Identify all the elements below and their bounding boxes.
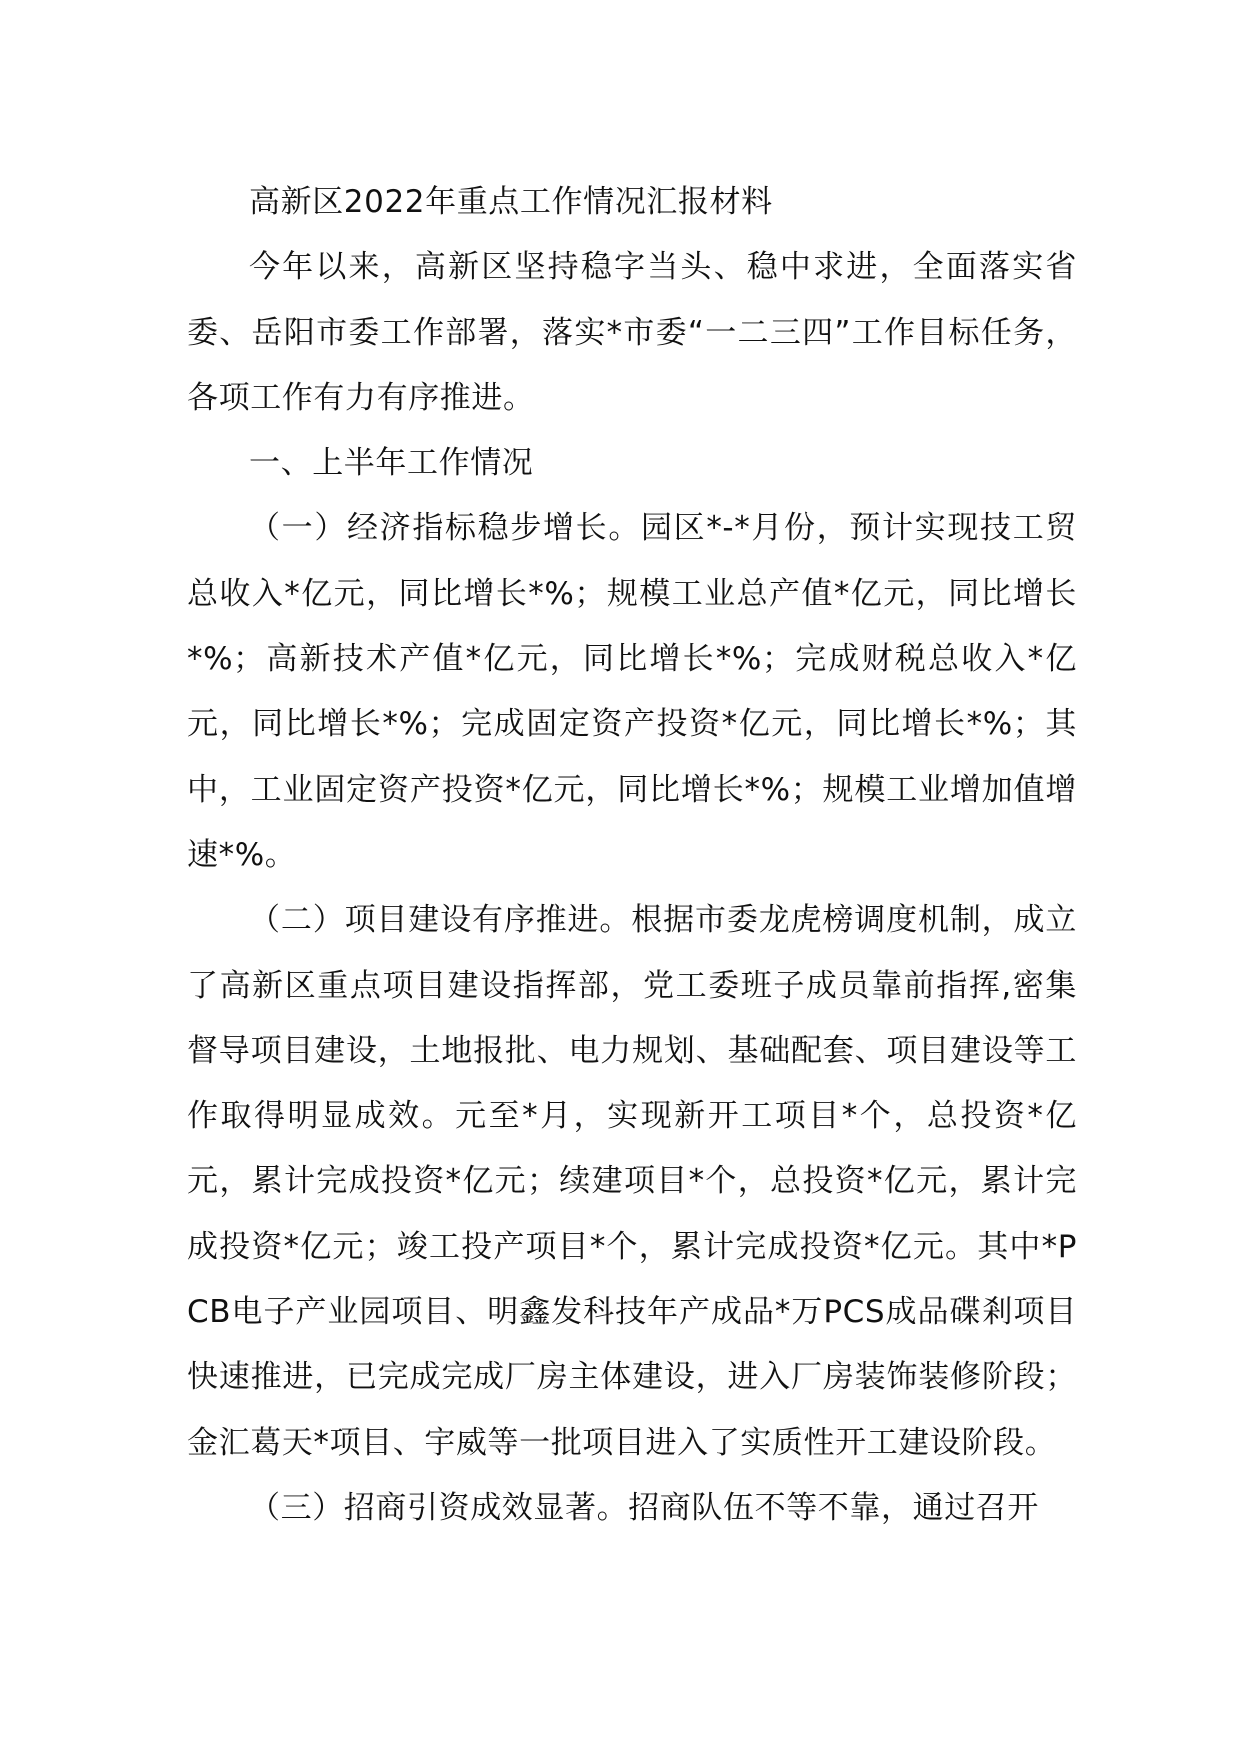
paragraph-economic-indicators: （一）经济指标稳步增长。园区*-*月份，预计实现技工贸总收入*亿元，同比增长*%；规模工业总产值*亿元，同比增长*%；高新技术产值*亿元，同比增长*%；完成财税总收入*亿元，同比增长*%；完成固定资产投资*亿元，同比增长*%；其中，工业固定资产投资*亿元，同比增长*%；规模工业增加值增速*%。 <box>187 510 1077 873</box>
section-heading-first-half: 一、上半年工作情况 <box>249 445 534 482</box>
paragraph-project-construction: （二）项目建设有序推进。根据市委龙虎榜调度机制，成立了高新区重点项目建设指挥部，党工委班子成员靠前指挥,密集督导项目建设，土地报批、电力规划、基础配套、项目建设等工作取得明显成效。元至*月，实现新开工项目*个，总投资*亿元，累计完成投资*亿元；续建项目*个，总投资*亿元，累计完成投资*亿元；竣工投产项目*个，累计完成投资*亿元。其中*PCB电子产业园项目、明鑫发科技年产成品*万PCS成品碟剎项目快速推进，已完成完成厂房主体建设，进入厂房装饰装修阶段；金汇葛天*项目、宇威等一批项目进入了实质性开工建设阶段。 <box>187 902 1077 1461</box>
document-title: 高新区2022年重点工作情况汇报材料 <box>249 184 773 220</box>
paragraph-intro: 今年以来，高新区坚持稳字当头、稳中求进，全面落实省委、岳阳市委工作部署，落实*市委“一二三四”工作目标任务，各项工作有力有序推进。 <box>187 249 1077 416</box>
document-body <box>187 170 1077 1541</box>
paragraph-investment-promotion: （三）招商引资成效显著。招商队伍不等不靠，通过召开 <box>249 1489 1039 1526</box>
